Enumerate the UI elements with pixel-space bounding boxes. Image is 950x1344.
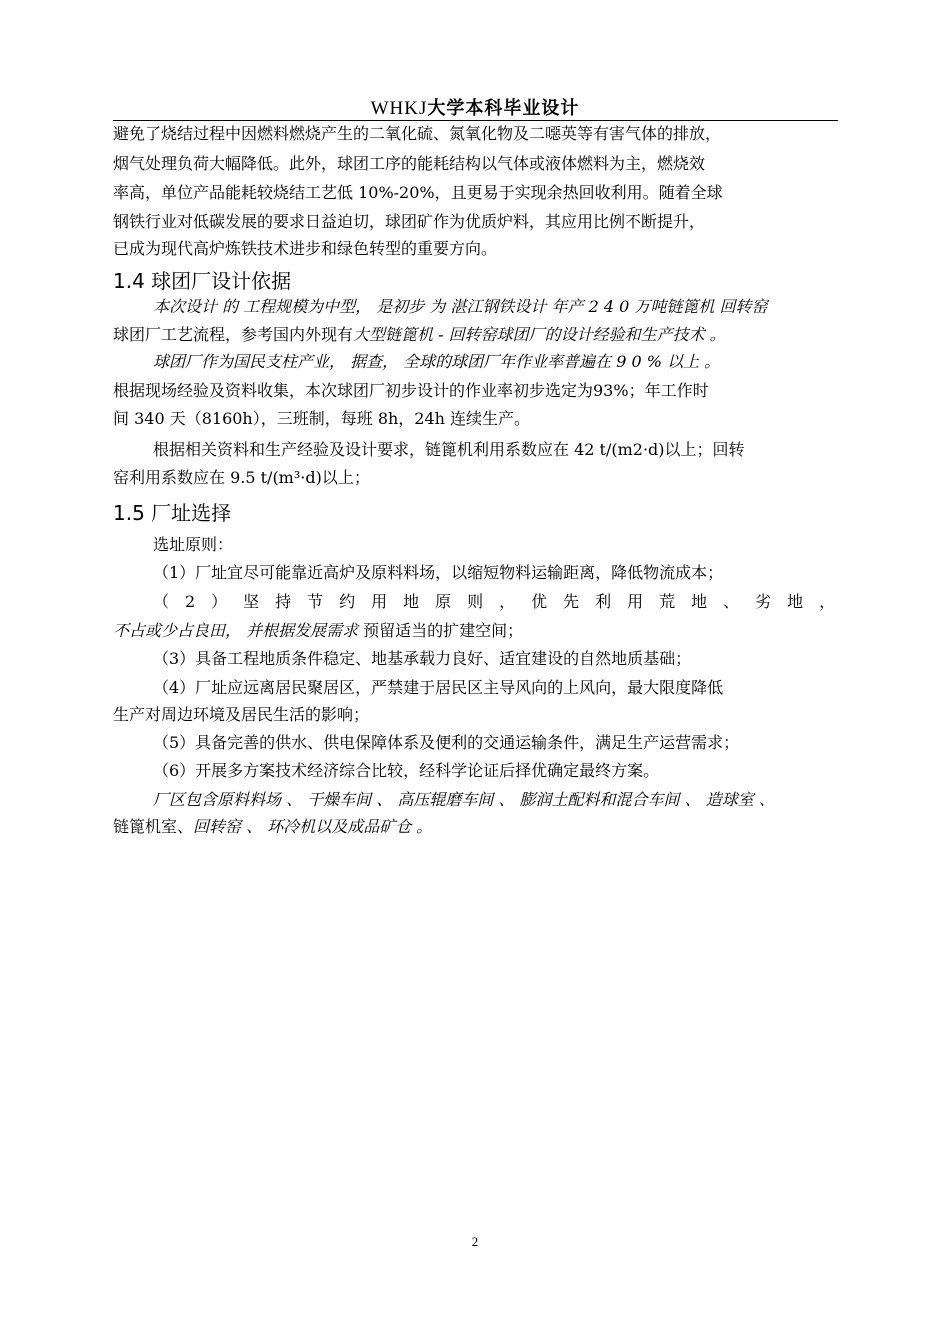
plant-area-plain: 链篦机室、 [113, 817, 194, 836]
site-item-1: （1）厂址宜尽可能靠近高炉及原料料场，以缩短物料运输距离，降低物流成本； [153, 563, 724, 582]
site-item-2-italic: 不占或少占良田， 并根据发展需求 [113, 621, 359, 640]
header-rule [113, 120, 838, 121]
site-principle-title: 选址原则： [153, 535, 234, 554]
site-item-3: （3）具备工程地质条件稳定、地基承载力良好、适宜建设的自然地质基础； [153, 649, 692, 668]
site-item-2-plain: 预留适当的扩建空间； [358, 621, 524, 640]
basis-p2-line1: 球团厂作为国民支柱产业， 据查， 全球的球团厂年作业率普遍在 9 0 % 以上 。 [153, 352, 721, 371]
plant-area-line2 [113, 817, 432, 837]
section-heading-1-4: 1.4 球团厂设计依据 [113, 269, 292, 293]
intro-line-1: 避免了烧结过程中因燃料燃烧产生的二氧化硫、氮氧化物及二噁英等有害气体的排放， [113, 124, 722, 143]
basis-p3-line2: 间 340 天（8160h），三班制，每班 8h，24h 连续生产。 [113, 409, 531, 428]
plant-area-line1: 厂区包含原料料场 、 干燥车间 、 高压辊磨车间 、 膨润土配料和混合车间 、 造球室 、 [153, 790, 775, 809]
header-prefix: WHKJ [370, 98, 428, 119]
header-title: 大学本科毕业设计 [427, 98, 580, 119]
intro-line-2: 烟气处理负荷大幅降低。此外，球团工序的能耗结构以气体或液体燃料为主，燃烧效 [113, 154, 706, 173]
plant-area-italic: 回转窑 、 环冷机以及成品矿仓 。 [193, 817, 433, 836]
intro-line-5: 已成为现代高炉炼铁技术进步和绿色转型的重要方向。 [113, 239, 498, 258]
basis-p1-line2-plain: 球团厂工艺流程，参考国内外现有 [113, 325, 354, 344]
basis-p4-line1: 根据相关资料和生产经验及设计要求，链篦机利用系数应在 42 t/(m2·d)以上；回转 [153, 440, 745, 459]
site-item-6: （6）开展多方案技术经济综合比较，经科学论证后择优确定最终方案。 [153, 761, 660, 780]
intro-line-3: 率高，单位产品能耗较烧结工艺低 10%-20%，且更易于实现余热回收利用。随着全球 [113, 183, 723, 202]
site-item-5: （5）具备完善的供水、供电保障体系及便利的交通运输条件，满足生产运营需求； [153, 733, 740, 752]
basis-p4-line2: 窑利用系数应在 9.5 t/(m³·d)以上； [113, 468, 370, 487]
section-heading-1-5: 1.5 厂址选择 [113, 501, 232, 525]
basis-p1-line1: 本次设计 的 工程规模为中型， 是初步 为 湛江钢铁设计 年产 2 4 0 万吨链篦机 回转窑 [153, 297, 768, 316]
page-header [0, 94, 950, 120]
site-item-4-line2: 生产对周边环境及居民生活的影响； [113, 705, 370, 724]
basis-p1-line2-italic: 大型链篦机 - 回转窑球团厂的设计经验和生产技术 。 [353, 325, 726, 344]
basis-p1-line2 [113, 325, 726, 345]
basis-p3-line1: 根据现场经验及资料收集，本次球团厂初步设计的作业率初步选定为93%；年工作时 [113, 381, 709, 400]
intro-line-4: 钢铁行业对低碳发展的要求日益迫切，球团矿作为优质炉料，其应用比例不断提升， [113, 212, 706, 231]
page-number: 2 [471, 1234, 479, 1249]
site-item-2-line1: （2）坚持节约用地原则，优先利用荒地、劣地， [153, 592, 852, 611]
site-item-2-line2 [113, 621, 523, 641]
site-item-4-line1: （4）厂址应远离居民聚居区，严禁建于居民区主导风向的上风向，最大限度降低 [153, 678, 724, 697]
